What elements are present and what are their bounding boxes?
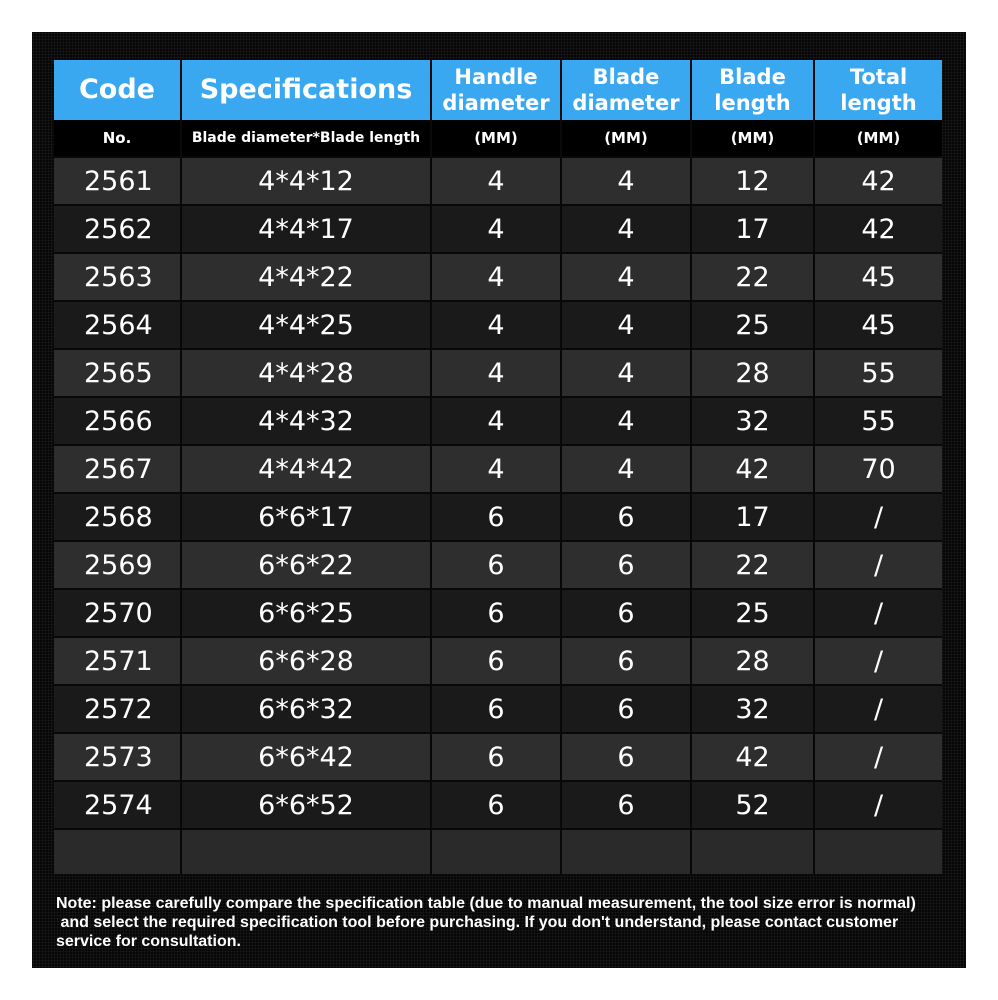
cell-code: 2571 [54, 637, 181, 685]
table-row [54, 733, 942, 781]
cell-total-length: 55 [814, 397, 942, 445]
cell-spec: 6*6*25 [181, 589, 431, 637]
cell-blade-diameter: 4 [561, 349, 691, 397]
header-blade-length-line-1: Blade [719, 65, 786, 89]
cell-code: 2570 [54, 589, 181, 637]
table-row [54, 445, 942, 493]
cell-total-length: 70 [814, 445, 942, 493]
table-body [54, 157, 942, 874]
header-total-length-line-1: Total [849, 65, 908, 89]
header-blade-diameter [561, 60, 691, 120]
cell-code: 2569 [54, 541, 181, 589]
cell-total-length: / [814, 589, 942, 637]
table-row [54, 157, 942, 205]
cell-handle-diameter: 4 [431, 205, 561, 253]
empty-cell [561, 829, 691, 874]
cell-blade-diameter: 4 [561, 445, 691, 493]
cell-handle-diameter: 6 [431, 493, 561, 541]
empty-cell [691, 829, 814, 874]
note-line-1: Note: please carefully compare the specification table (due to manual measurement, the tool size error is normal) [56, 895, 916, 912]
cell-handle-diameter: 4 [431, 445, 561, 493]
header-handle-diameter-line-2: diameter [442, 91, 550, 115]
cell-total-length: 55 [814, 349, 942, 397]
cell-blade-length: 12 [691, 157, 814, 205]
spec-table-panel [32, 32, 966, 968]
cell-total-length: / [814, 733, 942, 781]
table-row [54, 253, 942, 301]
header-handle-diameter [431, 60, 561, 120]
cell-handle-diameter: 4 [431, 253, 561, 301]
subheader-handle-diameter: (MM) [431, 120, 561, 157]
cell-total-length: 45 [814, 253, 942, 301]
cell-spec: 4*4*12 [181, 157, 431, 205]
cell-total-length: / [814, 781, 942, 829]
note-line-2: and select the required specification tool before purchasing. If you don't understand, please contact customer [56, 914, 899, 931]
subheader-code: No. [54, 120, 181, 157]
cell-blade-diameter: 6 [561, 493, 691, 541]
header-blade-diameter-line-1: Blade [592, 65, 660, 89]
cell-handle-diameter: 4 [431, 157, 561, 205]
cell-total-length: 45 [814, 301, 942, 349]
table-row [54, 397, 942, 445]
cell-spec: 4*4*22 [181, 253, 431, 301]
table-row [54, 637, 942, 685]
cell-code: 2573 [54, 733, 181, 781]
header-blade-length [691, 60, 814, 120]
cell-code: 2562 [54, 205, 181, 253]
table-row [54, 205, 942, 253]
table-row [54, 589, 942, 637]
empty-row [54, 829, 942, 874]
cell-spec: 4*4*17 [181, 205, 431, 253]
cell-blade-diameter: 6 [561, 733, 691, 781]
cell-blade-diameter: 4 [561, 157, 691, 205]
cell-handle-diameter: 6 [431, 685, 561, 733]
cell-spec: 6*6*32 [181, 685, 431, 733]
cell-handle-diameter: 6 [431, 781, 561, 829]
header-code: Code [54, 60, 181, 120]
cell-spec: 6*6*52 [181, 781, 431, 829]
cell-blade-length: 42 [691, 445, 814, 493]
cell-blade-length: 25 [691, 301, 814, 349]
header-row [54, 60, 942, 120]
table-row [54, 349, 942, 397]
cell-handle-diameter: 6 [431, 541, 561, 589]
header-total-length [814, 60, 942, 120]
cell-spec: 4*4*28 [181, 349, 431, 397]
empty-cell [431, 829, 561, 874]
table-row [54, 541, 942, 589]
cell-total-length: / [814, 685, 942, 733]
cell-blade-length: 32 [691, 397, 814, 445]
cell-code: 2568 [54, 493, 181, 541]
cell-blade-diameter: 4 [561, 301, 691, 349]
cell-spec: 4*4*25 [181, 301, 431, 349]
cell-blade-diameter: 4 [561, 397, 691, 445]
cell-spec: 6*6*28 [181, 637, 431, 685]
cell-blade-length: 52 [691, 781, 814, 829]
header-handle-diameter-line-1: Handle [454, 65, 538, 89]
header-blade-diameter-line-2: diameter [572, 91, 680, 115]
cell-blade-diameter: 6 [561, 637, 691, 685]
cell-code: 2567 [54, 445, 181, 493]
cell-spec: 6*6*22 [181, 541, 431, 589]
cell-total-length: / [814, 541, 942, 589]
empty-cell [181, 829, 431, 874]
cell-blade-diameter: 6 [561, 781, 691, 829]
subheader-row [54, 120, 942, 157]
cell-blade-diameter: 6 [561, 541, 691, 589]
cell-spec: 6*6*42 [181, 733, 431, 781]
header-total-length-line-2: length [840, 91, 917, 115]
table-row [54, 685, 942, 733]
cell-blade-diameter: 4 [561, 205, 691, 253]
cell-code: 2563 [54, 253, 181, 301]
table-row [54, 493, 942, 541]
cell-handle-diameter: 6 [431, 589, 561, 637]
cell-code: 2572 [54, 685, 181, 733]
cell-spec: 4*4*42 [181, 445, 431, 493]
cell-spec: 4*4*32 [181, 397, 431, 445]
cell-blade-length: 42 [691, 733, 814, 781]
cell-handle-diameter: 6 [431, 637, 561, 685]
cell-blade-length: 22 [691, 541, 814, 589]
purchase-note [56, 894, 956, 951]
cell-total-length: 42 [814, 205, 942, 253]
cell-blade-length: 32 [691, 685, 814, 733]
empty-cell [54, 829, 181, 874]
cell-handle-diameter: 4 [431, 397, 561, 445]
cell-blade-diameter: 4 [561, 253, 691, 301]
header-blade-length-line-2: length [714, 91, 791, 115]
cell-code: 2564 [54, 301, 181, 349]
cell-blade-diameter: 6 [561, 589, 691, 637]
header-specifications: Specifications [181, 60, 431, 120]
note-line-3: service for consultation. [56, 933, 241, 950]
cell-total-length: / [814, 637, 942, 685]
cell-blade-length: 28 [691, 637, 814, 685]
empty-cell [814, 829, 942, 874]
cell-blade-diameter: 6 [561, 685, 691, 733]
subheader-specifications: Blade diameter*Blade length [181, 120, 431, 157]
subheader-blade-length: (MM) [691, 120, 814, 157]
cell-blade-length: 17 [691, 205, 814, 253]
cell-code: 2565 [54, 349, 181, 397]
cell-handle-diameter: 4 [431, 301, 561, 349]
subheader-blade-diameter: (MM) [561, 120, 691, 157]
cell-code: 2561 [54, 157, 181, 205]
cell-code: 2566 [54, 397, 181, 445]
cell-total-length: 42 [814, 157, 942, 205]
table-row [54, 781, 942, 829]
cell-blade-length: 22 [691, 253, 814, 301]
cell-blade-length: 17 [691, 493, 814, 541]
cell-handle-diameter: 6 [431, 733, 561, 781]
cell-spec: 6*6*17 [181, 493, 431, 541]
table-row [54, 301, 942, 349]
cell-total-length: / [814, 493, 942, 541]
cell-handle-diameter: 4 [431, 349, 561, 397]
cell-blade-length: 28 [691, 349, 814, 397]
spec-table [54, 60, 942, 874]
cell-code: 2574 [54, 781, 181, 829]
subheader-total-length: (MM) [814, 120, 942, 157]
cell-blade-length: 25 [691, 589, 814, 637]
